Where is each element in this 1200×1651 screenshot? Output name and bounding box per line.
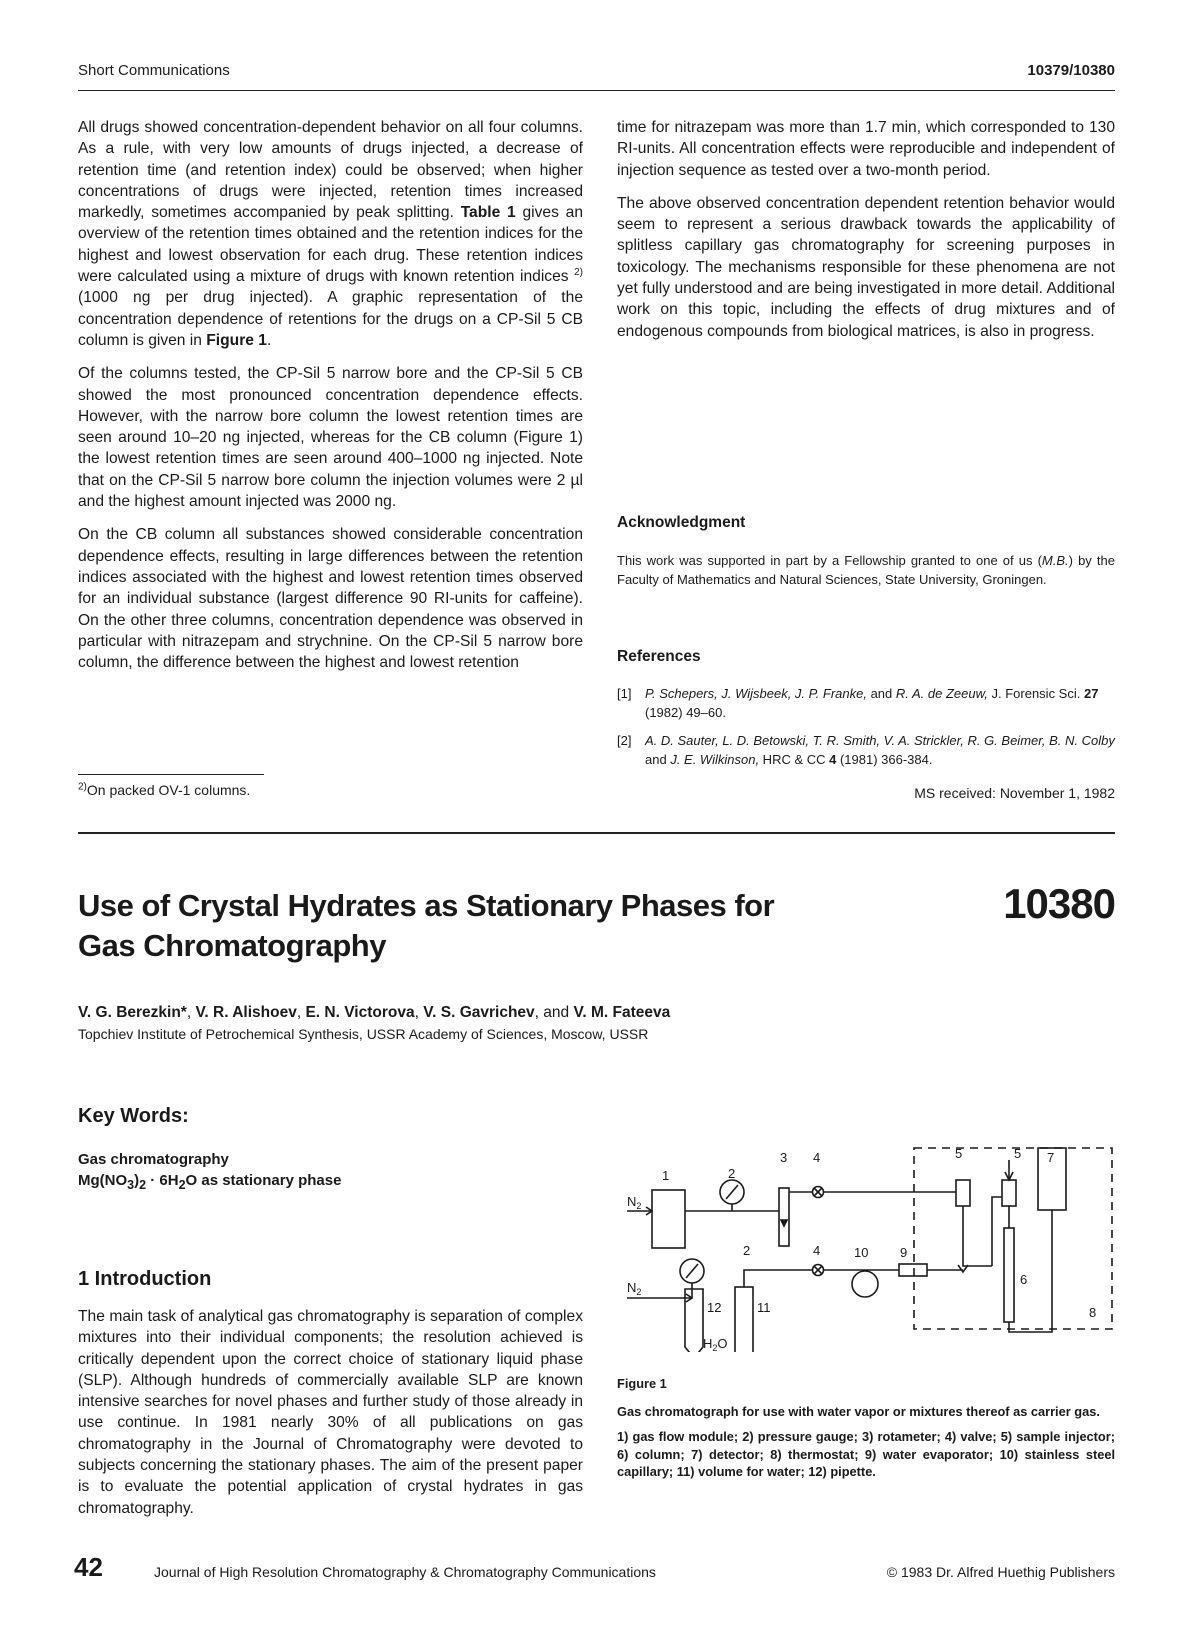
figure-label: 8 [1089,1305,1097,1320]
figure-label: 7 [1047,1150,1055,1165]
author: E. N. Victorova [305,1004,415,1021]
ack-text: This work was supported in part by a Fellowship granted to one of us (M.B.) by the Faculty of Mathematics and Natural Sciences, State University, Groningen. [617,553,1115,587]
intro-heading: 1 Introduction [78,1268,212,1290]
reference-list [617,684,1115,778]
pipe [744,1270,813,1287]
body-paragraph: All drugs showed concentration-dependent behavior on all four columns. As a rule, with very low amounts of drugs injected, a decrease of retention time (and retention index) could be observed; when higher concentrations of drugs were injected, retention times increased markedly, sometimes accompanied by peak splitting. Table 1 gives an overview of the retention times obtained and the retention indices for the highest and lowest observation for each drug. These retention indices were calculated using a mixture of drugs with known retention indices $^{2)}$ (1000 ng per drug injected). A graphic representation of the concentration dependence of retentions for the drugs on a CP-Sil 5 CB column is given in Figure 1. [78,119,583,349]
reference-item: [1] P. Schepers, J. Wijsbeek, J. P. Franke, and R. A. de Zeeuw, J. Forensic Sci. 27 (1982) 49–60. [617,686,1099,720]
figure-label: 5 [1014,1146,1022,1161]
figure-label: 9 [900,1245,908,1260]
valve-cross [814,1188,822,1196]
article-number: 10380 [1003,880,1115,927]
gauge-needle [726,1185,738,1199]
affiliation: Topchiev Institute of Petrochemical Synthesis, USSR Academy of Sciences, Moscow, USSR [78,1026,649,1042]
figure-legend: 1) gas flow module; 2) pressure gauge; 3) rotameter; 4) valve; 5) sample injector; 6) column; 7) detector; 8) thermostat; 9) water evaporator; 10) stainless steel capillary; 11) volume for water; 12) pipette. [617,1429,1115,1479]
water-evaporator-box [899,1264,927,1276]
author: V. R. Alishoev [195,1004,297,1021]
body-paragraph: time for nitrazepam was more than 1.7 min, which corresponded to 130 RI-units. All concentration effects were reproducible and independent of injection sequence as tested over a two-month period. [617,119,1115,179]
keyword: Gas chromatography [78,1151,229,1168]
figure-label-h2o: $H_2O$ [703,1336,728,1352]
gauge-needle [686,1264,698,1278]
figure-label: 11 [757,1300,771,1315]
references-heading: References [617,648,701,665]
prev-article-left-column [78,117,583,685]
pipe [1009,1210,1052,1332]
ack-heading: Acknowledgment [617,514,746,531]
water-volume-box [735,1287,753,1352]
keywords-heading: Key Words: [78,1105,189,1127]
body-paragraph: Of the columns tested, the CP-Sil 5 narrow bore and the CP-Sil 5 CB showed the most pronounced concentration dependence effects. However, with the narrow bore column the lowest retention times are seen around 10–20 ng injected, whereas for the CB column (Figure 1) the lowest retention times are seen around 400–1000 ng injected. Note that on the CP-Sil 5 narrow bore column the injection volumes were 2 µl and the highest amount injected was 2000 ng. [78,365,583,511]
figure-caption-title: Figure 1 [617,1376,667,1391]
pipe [992,1197,1002,1266]
valve-cross [814,1266,822,1274]
rotameter-float [781,1220,787,1226]
sample-injector-box [956,1180,970,1206]
stainless-steel-capillary-icon [852,1271,878,1297]
intro-paragraph: The main task of analytical gas chromatography is separation of complex mixtures into their individual components; the resolution achieved is critically dependent upon the correct choice of stationary liquid phase (SLP). Although hundreds of commercially available SLP are known intensive searches for novel phases and further study of those already in use continue. In 1981 nearly 30% of all publications on gas chromatography in the Journal of Chromatography were devoted to subjects concerning the stationary phases. The aim of the present paper is to evaluate the potential application of crystal hydrates in gas chromatography. [78,1308,583,1517]
figure-caption [617,1375,1115,1489]
received-date: MS received: November 1, 1982 [914,785,1115,801]
rotameter-box [779,1188,789,1246]
article-title: Use of Crystal Hydrates as Stationary Phases for Gas Chromatography [78,888,775,963]
author: V. M. Fateeva [573,1004,671,1021]
pipe [963,1206,992,1266]
column-box [1004,1228,1014,1322]
figure-label: 5 [955,1146,963,1161]
author: V. S. Gavrichev [423,1004,535,1021]
page-number: 42 [74,1552,103,1582]
article-separator [78,832,1115,834]
figure-label: 4 [813,1243,821,1258]
sample-injector-box [1002,1180,1016,1206]
journal-name: Journal of High Resolution Chromatography & Chromatography Communications [154,1564,656,1580]
keyword-list [78,1149,341,1196]
figure-label: 2 [728,1166,736,1181]
gas-flow-module-box [652,1190,685,1248]
footnote-rule [78,774,264,775]
figure-label: 1 [662,1168,670,1183]
keyword: $Mg(NO_3)_2 \cdot 6H_2O$ as stationary phase [78,1172,342,1192]
figure-label: 3 [780,1150,788,1165]
running-header-left: Short Communications [78,62,230,79]
figure-1-schematic [617,1092,1117,1352]
figure-label-n2: $N_2$ [627,1280,642,1297]
figure-label: 4 [813,1150,821,1165]
body-paragraph: The above observed concentration dependent retention behavior would seem to represent a serious drawback towards the applicability of splitless capillary gas chromatography for screening purposes in toxicology. The mechanisms responsible for these phenomena are not yet fully understood and are being investigated in more detail. Additional work on this topic, including the effects of drug mixtures and of endogenous compounds from biological matrices, is also in progress. [617,194,1115,340]
figure-label: 10 [854,1245,869,1260]
prev-article-right-column [617,117,1115,354]
figure-label: 6 [1020,1272,1028,1287]
author: V. G. Berezkin* [78,1004,187,1021]
reference-item: [2] A. D. Sauter, L. D. Betowski, T. R. Smith, V. A. Strickler, R. G. Beimer, B. N. Colby and J. E. Wilkinson, HRC & CC 4 (1981) 366-384. [617,733,1115,767]
header-rule [78,90,1115,91]
author-list: V. G. Berezkin*, V. R. Alishoev, E. N. Victorova, V. S. Gavrichev, and V. M. Fateeva [78,1004,671,1021]
figure-caption-text: Gas chromatograph for use with water vapor or mixtures thereof as carrier gas. [617,1403,1100,1419]
footnote: $^{2)}$On packed OV-1 columns. [78,781,251,798]
figure-label: 12 [707,1300,722,1315]
figure-label: 2 [743,1243,751,1258]
copyright: © 1983 Dr. Alfred Huethig Publishers [886,1564,1115,1580]
figure-label-n2: $N_2$ [627,1194,642,1211]
thermostat-outline [914,1148,1112,1329]
running-header-right: 10379/10380 [1027,62,1115,79]
body-paragraph: On the CB column all substances showed considerable concentration dependence effects, resulting in large differences between the retention indices associated with the highest and lowest retention times observed for an individual substance (largest difference 90 RI-units for caffeine). On the other three columns, concentration dependence was observed in particular with nitrazepam and strychnine. On the CP-Sil 5 narrow bore column, the difference between the highest and lowest retention [78,526,583,672]
